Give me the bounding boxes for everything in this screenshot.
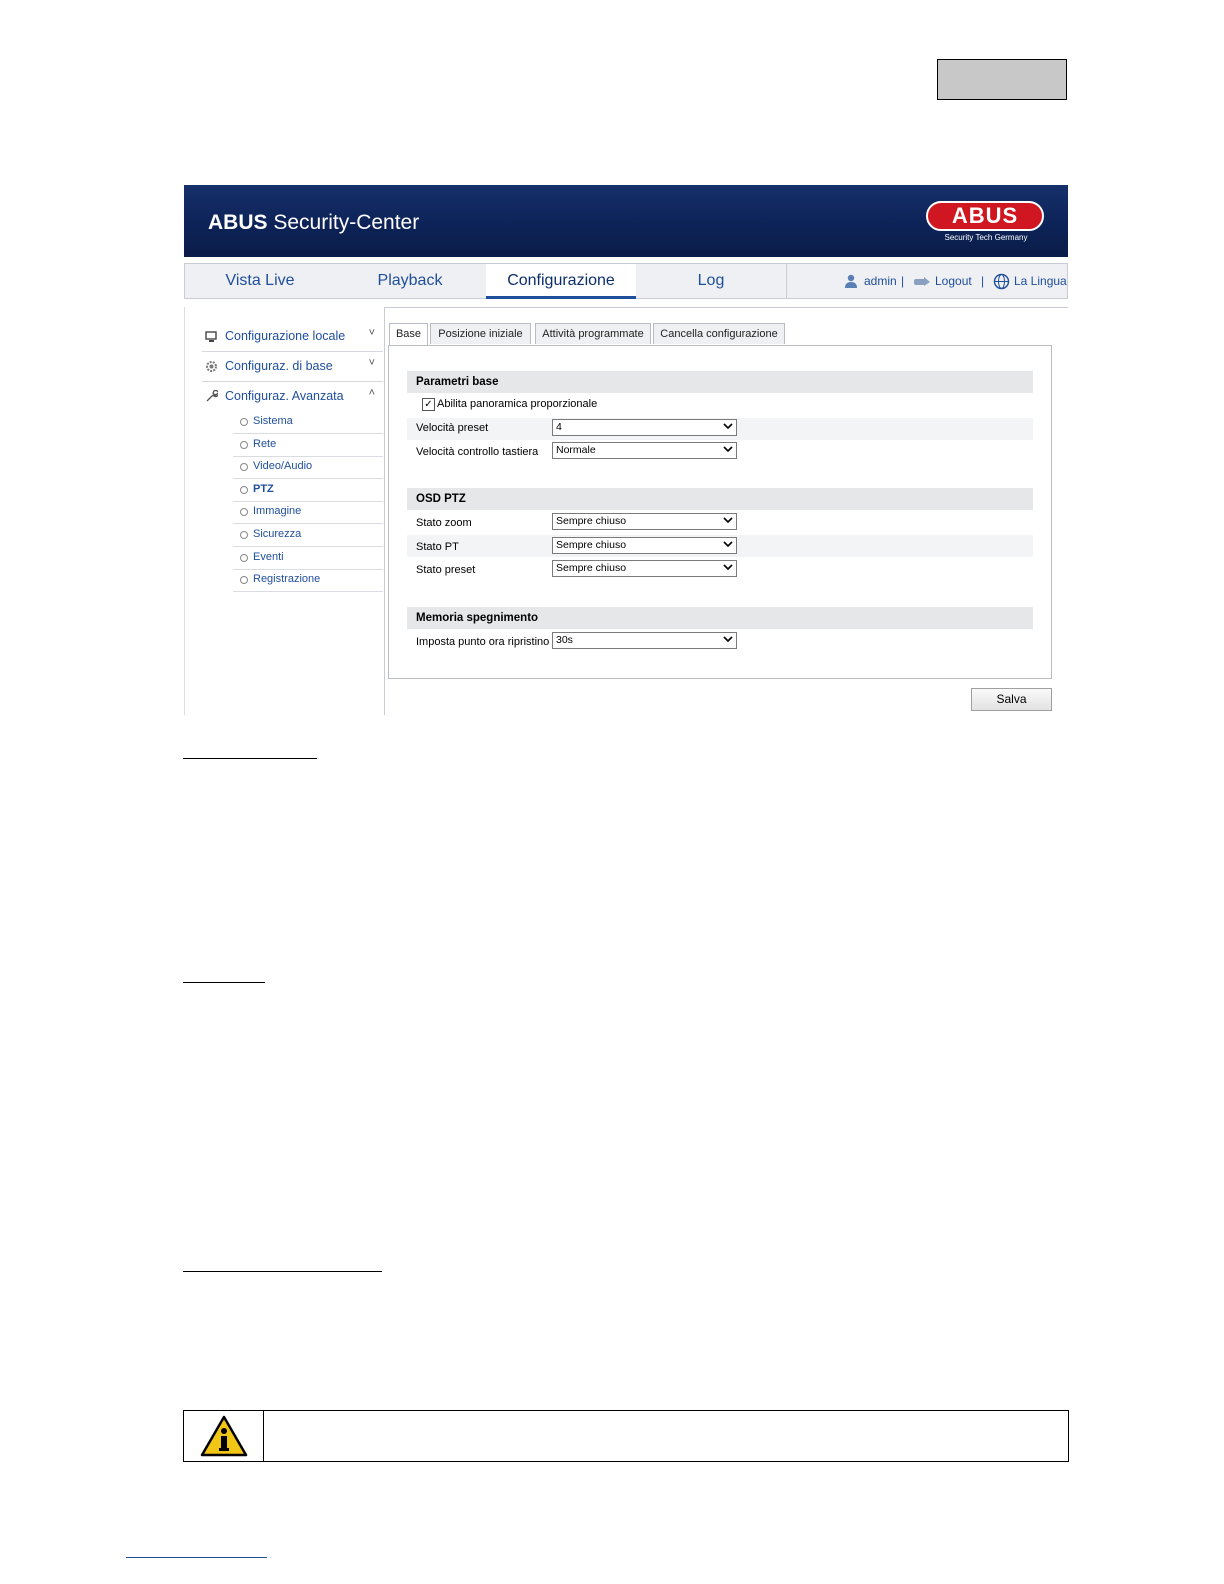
field-label: Stato preset	[416, 564, 476, 576]
bullet-icon	[240, 463, 248, 471]
chevron-up-icon: ˄	[368, 387, 375, 399]
monitor-icon	[205, 330, 218, 343]
nav-tab-vista-live[interactable]: Vista Live	[225, 272, 295, 289]
sidebar-item-sicurezza[interactable]	[233, 524, 383, 547]
sidebar-section-label: Configuraz. Avanzata	[225, 389, 344, 403]
logo-tagline: Security Tech Germany	[944, 233, 1028, 242]
gear-icon	[205, 360, 218, 373]
sidebar-item-video-audio[interactable]	[233, 456, 383, 479]
nav-separator: |	[981, 274, 985, 288]
sidebar-item-label: Video/Audio	[253, 460, 313, 472]
keyboard-speed-select[interactable]: Normale	[552, 442, 737, 459]
sidebar-item-eventi[interactable]	[233, 547, 383, 570]
nav-tab-playback[interactable]: Playback	[377, 272, 443, 289]
chevron-down-icon: ˅	[368, 327, 375, 339]
nav-tab-configurazione[interactable]: Configurazione	[486, 264, 636, 299]
logout-icon	[913, 276, 931, 287]
sidebar-item-rete[interactable]	[233, 434, 383, 457]
app-header	[184, 185, 1068, 257]
chevron-down-icon	[722, 513, 734, 528]
logout-link[interactable]: Logout	[935, 274, 972, 288]
sidebar-item-label: Immagine	[253, 505, 302, 517]
sidebar-item-immagine[interactable]	[233, 501, 383, 524]
sidebar-section-label: Configuraz. di base	[225, 359, 333, 373]
bullet-icon	[240, 554, 248, 562]
sidebar-section-configurazione-locale[interactable]	[202, 322, 383, 352]
note-divider	[263, 1411, 264, 1461]
field-label: Velocità controllo tastiera	[416, 446, 539, 458]
preset-speed-select[interactable]: 4	[552, 419, 737, 436]
bullet-icon	[240, 418, 248, 426]
preset-status-select[interactable]: Sempre chiuso	[552, 560, 737, 577]
nav-separator: |	[901, 274, 905, 288]
chevron-down-icon	[722, 537, 734, 552]
tab-posizione-iniziale[interactable]: Posizione iniziale	[430, 323, 531, 344]
chevron-down-icon	[722, 442, 734, 457]
bullet-icon	[240, 531, 248, 539]
tab-attivita-programmate[interactable]: Attività programmate	[535, 323, 651, 344]
page-number-box	[937, 59, 1067, 100]
chevron-down-icon	[722, 560, 734, 575]
section-header-parametri-base: Parametri base	[407, 371, 1033, 393]
restore-time-select[interactable]: 30s	[552, 632, 737, 649]
sidebar-item-label: Registrazione	[253, 573, 321, 585]
footer-link-underline	[126, 1557, 267, 1558]
chevron-down-icon	[722, 419, 734, 434]
sidebar-item-label: Sistema	[253, 415, 293, 427]
user-link[interactable]: admin	[864, 274, 897, 288]
abus-logo	[924, 199, 1048, 247]
save-button[interactable]: Salva	[971, 688, 1052, 711]
proportional-pan-checkbox[interactable]: ✓	[422, 398, 435, 411]
chevron-down-icon	[722, 632, 734, 647]
sidebar-item-sistema[interactable]	[233, 411, 383, 434]
sidebar-item-label: Eventi	[253, 551, 284, 563]
language-link[interactable]: La Lingua	[1014, 274, 1067, 288]
sidebar-section-label: Configurazione locale	[225, 329, 346, 343]
sidebar-item-label: PTZ	[253, 483, 274, 495]
main-nav	[184, 263, 1068, 299]
field-label: Stato zoom	[416, 517, 472, 529]
content-border	[384, 307, 1068, 308]
bullet-icon	[240, 486, 248, 494]
sidebar-item-ptz[interactable]	[233, 479, 383, 502]
section-heading-underline	[183, 982, 265, 983]
chevron-down-icon: ˅	[368, 357, 375, 369]
tab-base[interactable]: Base	[389, 323, 428, 346]
field-label: Imposta punto ora ripristino	[416, 636, 550, 648]
section-heading-underline	[183, 1271, 382, 1272]
nav-tab-log[interactable]: Log	[697, 272, 725, 289]
field-label: Velocità preset	[416, 422, 489, 434]
zoom-status-select[interactable]: Sempre chiuso	[552, 513, 737, 530]
pt-status-select[interactable]: Sempre chiuso	[552, 537, 737, 554]
section-header-osd-ptz: OSD PTZ	[407, 488, 1033, 510]
wrench-icon	[205, 390, 218, 403]
sidebar-section-configuraz-di-base[interactable]	[202, 352, 383, 382]
bullet-icon	[240, 441, 248, 449]
tab-cancella-configurazione[interactable]: Cancella configurazione	[653, 323, 785, 344]
checkbox-label: Abilita panoramica proporzionale	[437, 398, 598, 410]
settings-panel	[388, 345, 1052, 679]
note-box	[183, 1410, 1069, 1462]
section-header-memoria-spegnimento: Memoria spegnimento	[407, 607, 1033, 629]
sidebar-item-label: Rete	[253, 438, 277, 450]
section-heading-underline	[183, 758, 317, 759]
user-icon	[843, 274, 859, 288]
web-ui-screenshot	[184, 185, 1068, 715]
bullet-icon	[240, 576, 248, 584]
app-title: ABUS Security-Center	[208, 211, 420, 234]
info-warning-icon	[200, 1415, 248, 1457]
sidebar-section-configuraz-avanzata[interactable]	[202, 382, 383, 411]
logo-oval: ABUS	[926, 201, 1044, 231]
sidebar-item-label: Sicurezza	[253, 528, 302, 540]
globe-icon	[993, 273, 1010, 290]
sidebar-item-registrazione[interactable]	[233, 569, 383, 592]
field-label: Stato PT	[416, 541, 459, 553]
nav-divider	[786, 264, 787, 298]
bullet-icon	[240, 508, 248, 516]
sidebar	[184, 307, 385, 715]
